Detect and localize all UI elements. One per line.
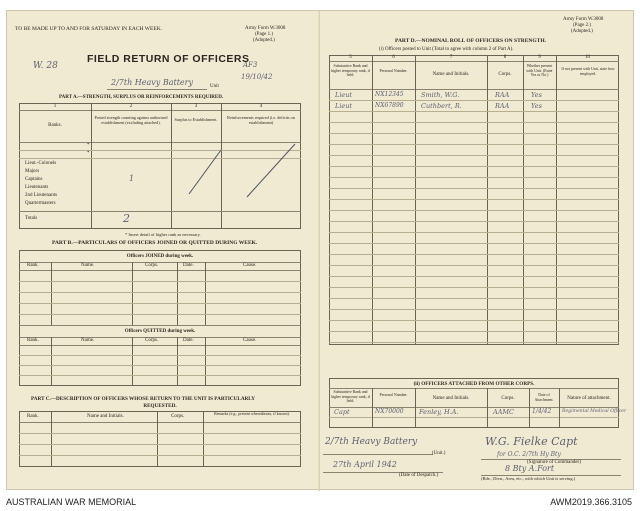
attached-col-rank: Substantive Rank and higher temporary rank, if held. <box>330 390 371 404</box>
part-c-col-name: Name and Initials. <box>87 414 124 419</box>
attached-col-date: Date of Attachment. <box>534 393 554 402</box>
joined-row-rule <box>19 292 301 293</box>
attached-number: NX70000 <box>375 408 404 415</box>
part-c-row-rule <box>19 455 301 456</box>
joined-bottom-rule <box>19 325 301 326</box>
part-d-row-rule <box>329 265 619 266</box>
part-a-strike-lines <box>171 142 301 211</box>
joined-col-corps: Corps. <box>145 263 159 268</box>
attached-rank: Capt <box>334 408 350 416</box>
form-title: FIELD RETURN OF OFFICERS <box>87 53 250 65</box>
part-d-row-rule <box>329 210 619 211</box>
quitted-row-rule <box>19 365 301 366</box>
attached-col-nature: Nature of attachment. <box>567 396 611 401</box>
quitted-col-date: Date. <box>183 338 194 343</box>
quitted-col-divider <box>51 337 52 386</box>
part-d-col-divider <box>556 55 557 345</box>
header-note: TO BE MADE UP TO AND FOR SATURDAY IN EACH WEEK. <box>15 26 163 32</box>
part-d-title: PART D.—NOMINAL ROLL OF OFFICERS ON STRENGTH. <box>395 38 546 44</box>
part-d-row-rule <box>329 276 619 277</box>
quitted-col-rank: Rank. <box>27 338 39 343</box>
part-d-row-rule <box>329 320 619 321</box>
date-despatch-label: (Date of Despatch.) <box>399 473 439 478</box>
page-number: (Page 1.) <box>255 32 274 37</box>
rank-lieut-colonels: Lieut.-Colonels <box>25 161 57 166</box>
part-b-title: PART B.—PARTICULARS OF OFFICERS JOINED OR QUITTED DURING WEEK. <box>52 240 258 246</box>
rank-majors: Majors <box>25 169 40 174</box>
quitted-col-corps: Corps. <box>145 338 159 343</box>
row1-present: Yes <box>531 91 542 99</box>
part-d-col-employed: If not present with Unit, state how employed. <box>561 67 615 76</box>
part-a-col-num-1: 1 <box>53 104 57 109</box>
quitted-col-cause: Cause. <box>243 338 257 343</box>
joined-title-rule <box>19 262 301 263</box>
part-a-col-num-4: 4 <box>259 104 263 109</box>
part-d-row-rule <box>329 254 619 255</box>
part-c-title-line2: REQUESTED. <box>143 403 177 409</box>
part-d-col-divider <box>523 55 524 345</box>
part-d-row-rule <box>329 199 619 200</box>
quitted-title-rule <box>19 337 301 338</box>
part-d-row-rule <box>329 122 619 123</box>
part-c-table <box>19 411 301 467</box>
quitted-col-divider <box>132 337 133 386</box>
attached-name: Fenley, H.A. <box>419 408 459 416</box>
unit-label: Unit <box>210 84 219 89</box>
part-a-col-posted: Posted strength counting against authorized establishment (excluding attached). <box>94 115 168 125</box>
date-despatch-handwritten: 27th April 1942 <box>333 460 397 469</box>
commander-signature-label: (Signature of Commander) <box>527 460 581 465</box>
part-d-col-rank: Substantive Rank and higher temporary rank, if held. <box>330 64 371 78</box>
reference-handwritten: W. 28 <box>33 61 58 71</box>
part-d-subtitle: (i) Officers posted to Unit (Total to agree with column 2 of Part A). <box>379 47 514 52</box>
part-a-title: PART A.—STRENGTH, SURPLUS OR REINFORCEMENTS REQUIRED. <box>59 95 224 100</box>
part-d-row-rule <box>329 155 619 156</box>
part-a-col-ranks: Ranks. <box>48 123 62 128</box>
row1-name: Smith, W.G. <box>421 91 460 99</box>
row2-present: Yes <box>531 102 542 110</box>
part-d-row-rule <box>329 287 619 288</box>
attached-col-number: Personal Number. <box>379 393 408 397</box>
joined-col-date: Date. <box>183 263 194 268</box>
part-d-row-rule <box>329 243 619 244</box>
attached-corps: AAMC <box>493 408 515 416</box>
commander-signature-handwritten: W.G. Fielke Capt <box>485 435 578 448</box>
quitted-row-rule <box>19 355 301 356</box>
date-stamp-handwritten: 19/10/42 <box>241 73 273 81</box>
page-fold <box>318 11 320 491</box>
rank-lieutenants: Lieutenants <box>25 185 49 190</box>
quitted-col-divider <box>205 337 206 386</box>
part-d-col-num-5: 5 <box>349 55 352 60</box>
quitted-row-rule <box>19 375 301 376</box>
unit-signature-rule <box>323 454 433 455</box>
joined-row-rule <box>19 314 301 315</box>
attached-nature: Regimental Medical Officer <box>562 409 627 414</box>
part-d-row-rule <box>329 221 619 222</box>
attached-col-divider <box>559 388 560 428</box>
station-handwritten: 8 Bty A.Fort <box>505 464 555 473</box>
part-a-col-num-3: 3 <box>194 104 198 109</box>
footer-institution: AUSTRALIAN WAR MEMORIAL <box>6 497 137 507</box>
attached-col-corps: Corps. <box>501 396 515 401</box>
part-d-col-present: Whether present with Unit. (Enter Yes or No.) <box>526 64 553 78</box>
unit-underline <box>107 89 207 90</box>
part-d-row-rule <box>329 111 619 112</box>
form-id: Army Form W.3008 <box>245 26 286 31</box>
row2-number: NX67890 <box>375 102 404 109</box>
totals-rule <box>19 211 301 212</box>
quitted-header-rule <box>19 345 301 346</box>
part-d-row-rule <box>329 331 619 332</box>
part-d-row-rule <box>329 144 619 145</box>
part-a-col-surplus: Surplus to Establishment. <box>174 117 218 122</box>
part-c-title-line1: PART C.—DESCRIPTION OF OFFICERS WHOSE RETURN TO THE UNIT IS PARTICULARLY <box>31 396 256 402</box>
rank-2nd-lieutenants: 2nd Lieutenants <box>25 193 58 198</box>
part-d-col-num-10: 10 <box>585 55 590 60</box>
attached-col-divider <box>415 388 416 428</box>
unit-signature-handwritten: 2/7th Heavy Battery <box>325 437 418 447</box>
part-d-col-num-9: 9 <box>538 55 541 60</box>
adopted-label: (Adopted.) <box>253 38 275 43</box>
part-d-row-rule <box>329 177 619 178</box>
joined-col-divider <box>177 262 178 325</box>
joined-col-divider <box>132 262 133 325</box>
part-d-col-number: Personal Number. <box>379 69 408 73</box>
totals-value-handwritten: 2 <box>123 212 130 225</box>
part-a-footnote: * Insert detail of higher rank as necessary. <box>125 232 201 237</box>
attached-title: (ii) OFFICERS ATTACHED FROM OTHER CORPS. <box>413 381 535 387</box>
part-d-col-divider <box>415 55 416 345</box>
part-d-row-rule <box>329 298 619 299</box>
joined-title: Officers JOINED during week. <box>126 254 194 259</box>
joined-col-cause: Cause. <box>243 263 257 268</box>
row1-rank: Lieut <box>335 91 353 99</box>
quitted-title: Officers QUITTED during week. <box>124 329 196 334</box>
joined-header-rule <box>19 270 301 271</box>
attached-date: 1/4/42 <box>532 408 552 415</box>
part-d-row-rule <box>329 309 619 310</box>
form-id-right: Army Form W.3008 <box>563 17 604 22</box>
part-c-col-divider <box>51 411 52 467</box>
part-a-col-reinforcements: Reinforcements required (i.e. deficits on establishment) <box>227 115 295 125</box>
row2-rank: Lieut <box>335 102 353 110</box>
part-a-header-rule <box>19 110 301 111</box>
star-mark: * <box>87 151 90 156</box>
part-d-col-corps: Corps. <box>498 72 512 77</box>
joined-row-rule <box>19 303 301 304</box>
joined-col-rank: Rank. <box>27 263 39 268</box>
stamp-handwritten: AF3 <box>243 61 258 69</box>
part-c-col-divider <box>157 411 158 467</box>
attached-col-divider <box>487 388 488 428</box>
part-d-col-divider <box>487 55 488 345</box>
totals-label: Totals <box>25 216 38 221</box>
rank-quartermasters: Quartermasters <box>25 201 56 206</box>
quitted-col-name: Name. <box>81 338 95 343</box>
part-d-col-num-8: 8 <box>503 55 507 60</box>
part-c-row-rule <box>19 433 301 434</box>
rank-captains: Captains <box>25 177 43 182</box>
part-c-header-rule <box>19 422 301 423</box>
field-return-sheet <box>6 10 634 490</box>
part-c-col-corps: Corps. <box>171 414 185 419</box>
station-label: (Bde., Divn., Area, etc., with which Unit is serving.) <box>481 476 576 481</box>
part-c-col-remarks: Remarks (e.g., present whereabouts, if known). <box>214 411 290 416</box>
part-d-row-rule <box>329 133 619 134</box>
quitted-col-divider <box>177 337 178 386</box>
star-mark: * <box>87 143 90 148</box>
part-d-row-rule <box>329 166 619 167</box>
joined-row-rule <box>19 281 301 282</box>
attached-col-name: Name and Initials. <box>432 396 470 401</box>
part-d-row-rule <box>329 232 619 233</box>
part-d-col-divider <box>372 55 373 345</box>
part-c-col-divider <box>203 411 204 467</box>
commander-stamp: for O.C. 2/7th Hy Bty <box>497 451 561 458</box>
part-d-row-rule <box>329 188 619 189</box>
row2-name: Cuthbert, R. <box>421 102 462 110</box>
part-d-col-name: Name and Initials. <box>432 72 470 77</box>
captains-value-handwritten: 1 <box>129 174 135 183</box>
part-d-row-rule <box>329 100 619 101</box>
row1-corps: RAA <box>495 91 510 99</box>
part-c-col-rank: Rank. <box>27 414 39 419</box>
part-d-row-rule <box>329 342 619 343</box>
unit-handwritten: 2/7th Heavy Battery <box>111 78 194 87</box>
footer-accession-number: AWM2019.366.3105 <box>550 497 632 507</box>
part-a-col-num-2: 2 <box>129 104 133 109</box>
adopted-label-right: (Adopted.) <box>571 29 593 34</box>
part-d-col-num-6: 6 <box>392 55 395 60</box>
joined-col-divider <box>205 262 206 325</box>
part-c-row-rule <box>19 444 301 445</box>
page-number-right: (Page 2.) <box>573 23 592 28</box>
joined-col-divider <box>51 262 52 325</box>
row2-corps: RAA <box>495 102 510 110</box>
joined-col-name: Name. <box>81 263 95 268</box>
row1-number: NX12345 <box>375 91 404 98</box>
part-d-col-num-7: 7 <box>449 55 453 60</box>
unit-signature-label: (Unit.) <box>432 451 446 456</box>
